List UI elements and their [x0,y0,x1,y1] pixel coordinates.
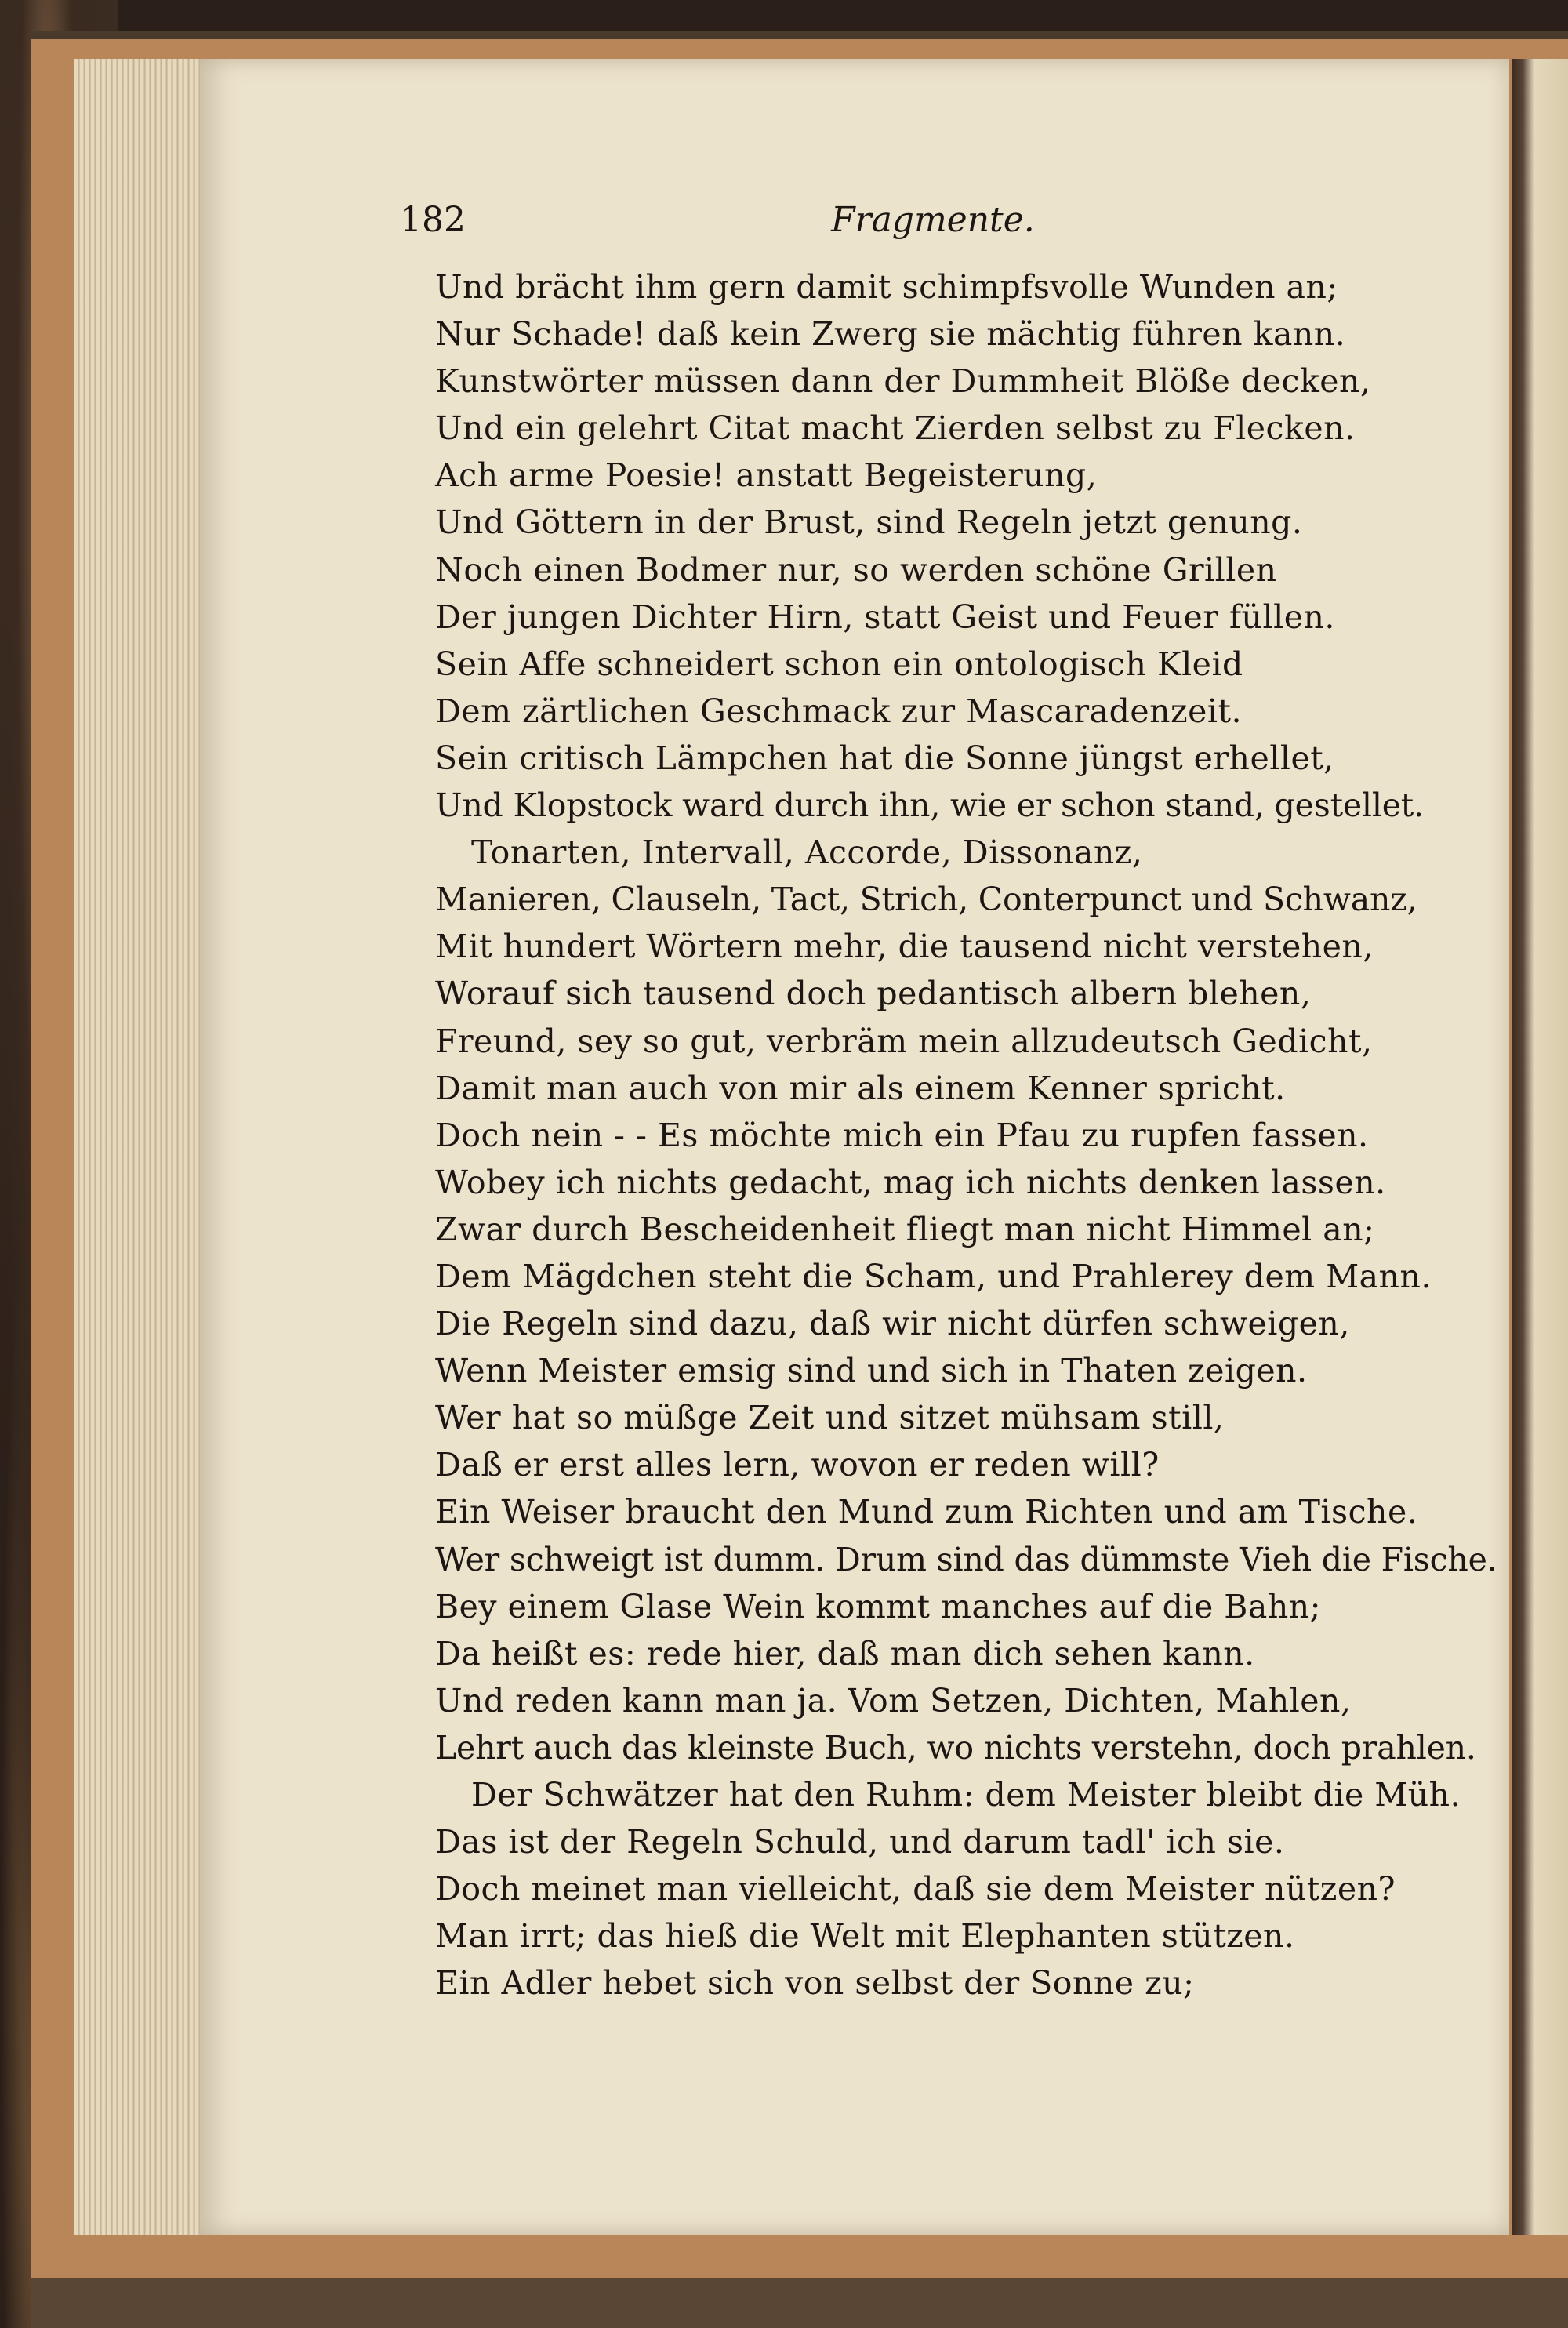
text-line: Doch nein - - Es möchte mich ein Pfau zu rupfen fassen. [435,1116,1369,1154]
text-line: Und Klopstock ward durch ihn, wie er schon stand, gestellet. [435,786,1424,825]
text-line: Freund, sey so gut, verbräm mein allzudeutsch Gedicht, [435,1022,1373,1060]
text-line: Ach arme Poesie! anstatt Begeisterung, [435,456,1098,495]
page-edges [74,59,200,2235]
text-line: Mit hundert Wörtern mehr, die tausend nicht verstehen, [435,928,1374,966]
text-line: Ein Adler hebet sich von selbst der Sonne zu; [435,1964,1195,2003]
poem-text [435,263,1497,2007]
facing-page-edge [1512,59,1568,2235]
cover-bottom-edge [31,2278,1568,2328]
text-line: Noch einen Bodmer nur, so werden schöne Grillen [435,550,1277,589]
text-line: Kunstwörter müssen dann der Dummheit Blöße decken, [435,362,1371,401]
text-line: Lehrt auch das kleinste Buch, wo nichts verstehn, doch prahlen. [435,1728,1476,1767]
text-line: Und reden kann man ja. Vom Setzen, Dichten, Mahlen, [435,1681,1352,1720]
text-line: Und ein gelehrt Citat macht Zierden selbst zu Flecken. [435,409,1356,448]
text-line: Bey einem Glase Wein kommt manches auf die Bahn; [435,1587,1321,1625]
text-line: Sein critisch Lämpchen hat die Sonne jüngst erhellet, [435,739,1334,777]
text-line: Damit man auch von mir als einem Kenner spricht. [435,1069,1286,1107]
text-line: Dem Mägdchen steht die Scham, und Prahlerey dem Mann. [435,1257,1432,1295]
text-line: Man irrt; das hieß die Welt mit Elephanten stützen. [435,1917,1295,1956]
text-line: Manieren, Clauseln, Tact, Strich, Conterpunct und Schwanz, [435,881,1417,919]
text-line: Der Schwätzer hat den Ruhm: dem Meister bleibt die Müh. [471,1776,1461,1814]
text-line: Daß er erst alles lern, wovon er reden will? [435,1446,1160,1484]
text-line: Wer schweigt ist dumm. Drum sind das dümmste Vieh die Fische. [435,1540,1497,1578]
text-line: Zwar durch Bescheidenheit fliegt man nicht Himmel an; [435,1210,1375,1248]
text-line: Worauf sich tausend doch pedantisch albern blehen, [435,975,1312,1013]
text-line: Ein Weiser braucht den Mund zum Richten und am Tische. [435,1493,1418,1531]
text-line: Der jungen Dichter Hirn, statt Geist und Feuer füllen. [435,597,1335,636]
text-line: Wer hat so müßge Zeit und sitzet mühsam still, [435,1399,1225,1437]
text-line: Das ist der Regeln Schuld, und darum tadl' ich sie. [435,1823,1285,1861]
text-line: Und brächt ihm gern damit schimpfsvolle Wunden an; [435,268,1338,306]
text-line: Doch meinet man vielleicht, daß sie dem Meister nützen? [435,1870,1396,1909]
text-line: Wobey ich nichts gedacht, mag ich nichts denken lassen. [435,1163,1386,1201]
text-line: Sein Affe schneidert schon ein ontologisch Kleid [435,645,1243,683]
text-line: Die Regeln sind dazu, daß wir nicht dürfen schweigen, [435,1305,1350,1343]
text-line: Und Göttern in der Brust, sind Regeln jetzt genung. [435,503,1303,542]
running-title: Fragmente. [831,200,1035,240]
text-line: Da heißt es: rede hier, daß man dich sehen kann. [435,1634,1255,1672]
page-number: 182 [400,200,466,240]
text-line: Tonarten, Intervall, Accorde, Dissonanz, [471,834,1143,872]
text-line: Nur Schade! daß kein Zwerg sie mächtig führen kann. [435,315,1346,354]
text-line: Wenn Meister emsig sind und sich in Thaten zeigen. [435,1352,1308,1390]
text-line: Dem zärtlichen Geschmack zur Mascaradenzeit. [435,692,1243,730]
